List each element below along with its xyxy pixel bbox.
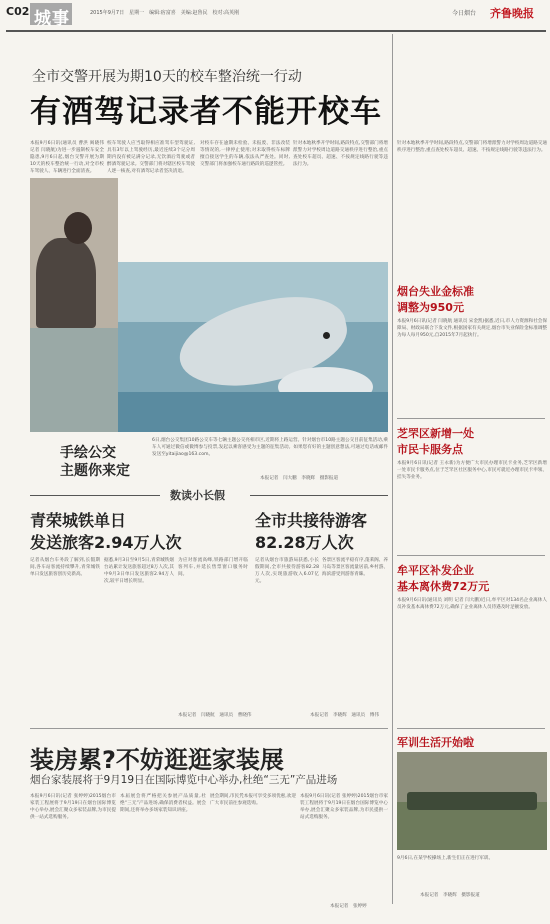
story-b-body-1: 记者从烟台市旅游局获悉,小长假期间,全市共接待游客82.28万人次,实现旅游收入6.07亿元。	[255, 558, 319, 584]
sidebar-4-caption: 9月6日,在某学校操场上,新生们正在进行军训。	[397, 856, 494, 861]
story-b-body-2: 各景区客流平稳有序,蓬莱阁、养马岛等景区客流量居前,乡村游、海滨游受到游客青睐。	[322, 558, 388, 577]
band-label: 数读小长假	[170, 489, 225, 502]
story-b-headline-2: 82.28万人次	[255, 533, 354, 552]
painter-figure	[36, 238, 96, 328]
feature-headline: 装房累?不妨逛逛家装展	[30, 746, 284, 774]
story-a-body-1: 记者从烟台车务段了解到,长假期间,各车站客流持续攀升,青荣城铁单日发送旅客创历史新高。	[30, 558, 100, 577]
date-line: 2015年9月7日 星期一 编辑:宿富喜 美编:赵鲁民 校对:高英刚	[90, 10, 240, 16]
sidebar-4-title: 军训生活开始啦	[397, 736, 474, 749]
sidebar-3-title-2: 基本离休费72万元	[397, 580, 490, 593]
photo-title-2: 主题你来定	[60, 463, 130, 479]
section-label: 城事	[34, 9, 70, 29]
masthead-rule	[6, 30, 546, 32]
lead-body-col1: 本报9月6日讯(通讯员 曹洪 阎晓伟 记者 闫晓航)为进一步遏制校车安全隐患,9月6日起,烟台交警开展为期10天的校车整治统一行动,对全市校车驾驶人、车辆进行全面清查。	[30, 141, 104, 174]
story-a-headline-1: 青荣城铁单日	[30, 511, 127, 530]
sidebar-3-title-1: 牟平区补发企业	[397, 564, 474, 577]
band-rule-left	[30, 495, 160, 496]
photo-caption: 6日,烟台公交集团10路公交车等七辆主题公交亮相市区,近期将上路运营。针对烟台市10路主题公交目前征集活动,乘车人可通过微信或微博参与投票,发起以乘客感受为主题的征集活动。如果您有好的主题创意想法,可通过电话或邮件发送至yitaijiao@163.com。	[152, 438, 388, 457]
feature-body-3: 展会期间,市民凭本报可享受多项优惠,欢迎广大市民前往参观选购。	[210, 794, 296, 806]
photo-credit: 本报记者 闫大鹏 李晓辉 摄影报道	[260, 476, 339, 481]
bus-mural-photo-lower	[30, 328, 118, 432]
feature-body-1: 本报9月6日讯(记者 张婷婷)2015烟台市家装工程展将于9月19日在烟台国际博览中心举办,展会汇聚众多家装品牌,为市民提供一站式选购服务。	[30, 794, 116, 820]
masthead	[0, 0, 550, 32]
bus-mural-photo	[118, 262, 388, 432]
sidebar-rule-2	[397, 555, 545, 556]
sidebar-divider	[392, 34, 393, 904]
lead-body-col4: 针对本地秋季开学时间,路段特点,交警部门将增派警力对学校周边道路交通秩序进行整治,重点查处校车超员、超速、不按规定线路行驶等违法行为。	[293, 141, 388, 167]
story-b-credit: 本报记者 李晓辉 通讯员 傅伟	[310, 713, 379, 718]
page-number: C02	[6, 5, 30, 18]
sidebar-4-credit: 本报记者 李晓辉 摄影报道	[420, 893, 480, 898]
photo-title-1: 手绘公交	[60, 445, 116, 461]
feature-credit: 本报记者 张婷婷	[330, 904, 367, 909]
feature-body-2: 本届展会将严格把关参展产品质量,杜绝“三无”产品进场,确保消费者权益。展会期间,还将举办多场家装知识讲座。	[120, 794, 206, 813]
lead-photo	[30, 178, 118, 328]
feature-top-rule	[30, 728, 388, 729]
students-row	[407, 792, 537, 810]
dolphin-eye	[323, 332, 330, 339]
lead-body-col2: 校车驾驶人应当取得相应准驾车型驾驶证,具有3年以上驾驶经历,最近连续3个记分周期内没有被记满分记录,无饮酒后驾驶或者醉酒驾驶记录。交警部门将对辖区校车驾驶人逐一核查,对有酒驾记录者坚决清退。	[107, 141, 195, 174]
sidebar-rule-3	[397, 728, 545, 729]
sidebar-2-title-2: 市民卡服务点	[397, 443, 463, 456]
sidebar-1-title-1: 烟台失业金标准	[397, 285, 474, 298]
story-a-body-2: 据悉,9月3日至9月5日,青荣城铁烟台站累计发送旅客超过8万人次,其中9月3日单日发送旅客2.94万人次,较平日增长明显。	[104, 558, 174, 584]
sidebar-rule-1	[397, 418, 545, 419]
wave-band	[118, 392, 388, 432]
sidebar-3-body: 本报9月6日讯(通讯员 刘明 记者 闫大鹏)近日,牟平区对134名企业离休人员补发基本离休费72万元,确保了企业离休人员待遇及时足额发放。	[397, 598, 547, 610]
lead-headline: 有酒驾记录者不能开校车	[30, 94, 382, 130]
feature-subhead: 烟台家装展将于9月19日在国际博览中心举办,杜绝“三无”产品进场	[30, 774, 338, 786]
story-a-headline-2: 发送旅客2.94万人次	[30, 533, 182, 552]
military-training-photo	[397, 752, 547, 850]
lead-kicker: 全市交警开展为期10天的校车整治统一行动	[32, 69, 302, 85]
sidebar-2-title-1: 芝罘区新增一处	[397, 427, 474, 440]
sidebar-1-body: 本报9月6日讯(记者 闫晓航 通讯员 宋金凯)据悉,近日,市人力资源和社会保障局、财政局联合下发文件,根据国家有关规定,烟台市失业保险金标准调整为每人每月950元,自2015年7月起执行。	[397, 319, 547, 338]
painter-head	[64, 212, 92, 244]
brand-logo: 齐鲁晚报	[490, 7, 534, 20]
sidebar-1-title-2: 调整为950元	[397, 301, 464, 314]
brand-prefix: 今日烟台	[452, 10, 477, 17]
story-b-headline-1: 全市共接待游客	[255, 511, 368, 530]
story-a-credit: 本报记者 闫晓航 通讯员 曹晓伟	[178, 713, 252, 718]
sidebar-2-body: 本报9月6日讯(记者 王永新)为方便广大市民办理市民卡业务,芝罘区新增一处市民卡服务点,位于芝罘区社区服务中心,市民可就近办理市民卡申领、挂失等业务。	[397, 461, 547, 480]
story-a-body-3: 为应对客流高峰,铁路部门增开临客列车,并延长售票窗口服务时间。	[178, 558, 248, 577]
band-rule-right	[250, 495, 388, 496]
feature-body-4: 本报9月6日讯(记者 张婷婷)2015烟台市家装工程展将于9月19日在烟台国际博览中心举办,展会汇聚众多家装品牌,为市民提供一站式选购服务。	[300, 794, 388, 820]
sidebar-top-text: 针对本地秋季开学时间,路段特点,交警部门将增派警力对学校周边道路交通秩序进行整治,重点查处校车超员、超速、不按规定线路行驶等违法行为。	[397, 141, 547, 153]
lead-body-col3: 对校车存在逾期未检验、未报废、非法改装等情况的,一律停止使用;对未取得校车标牌擅自接送学生的车辆,依法从严查处。同时,交警部门将加强校车通行路段的巡逻管控。	[200, 141, 290, 167]
